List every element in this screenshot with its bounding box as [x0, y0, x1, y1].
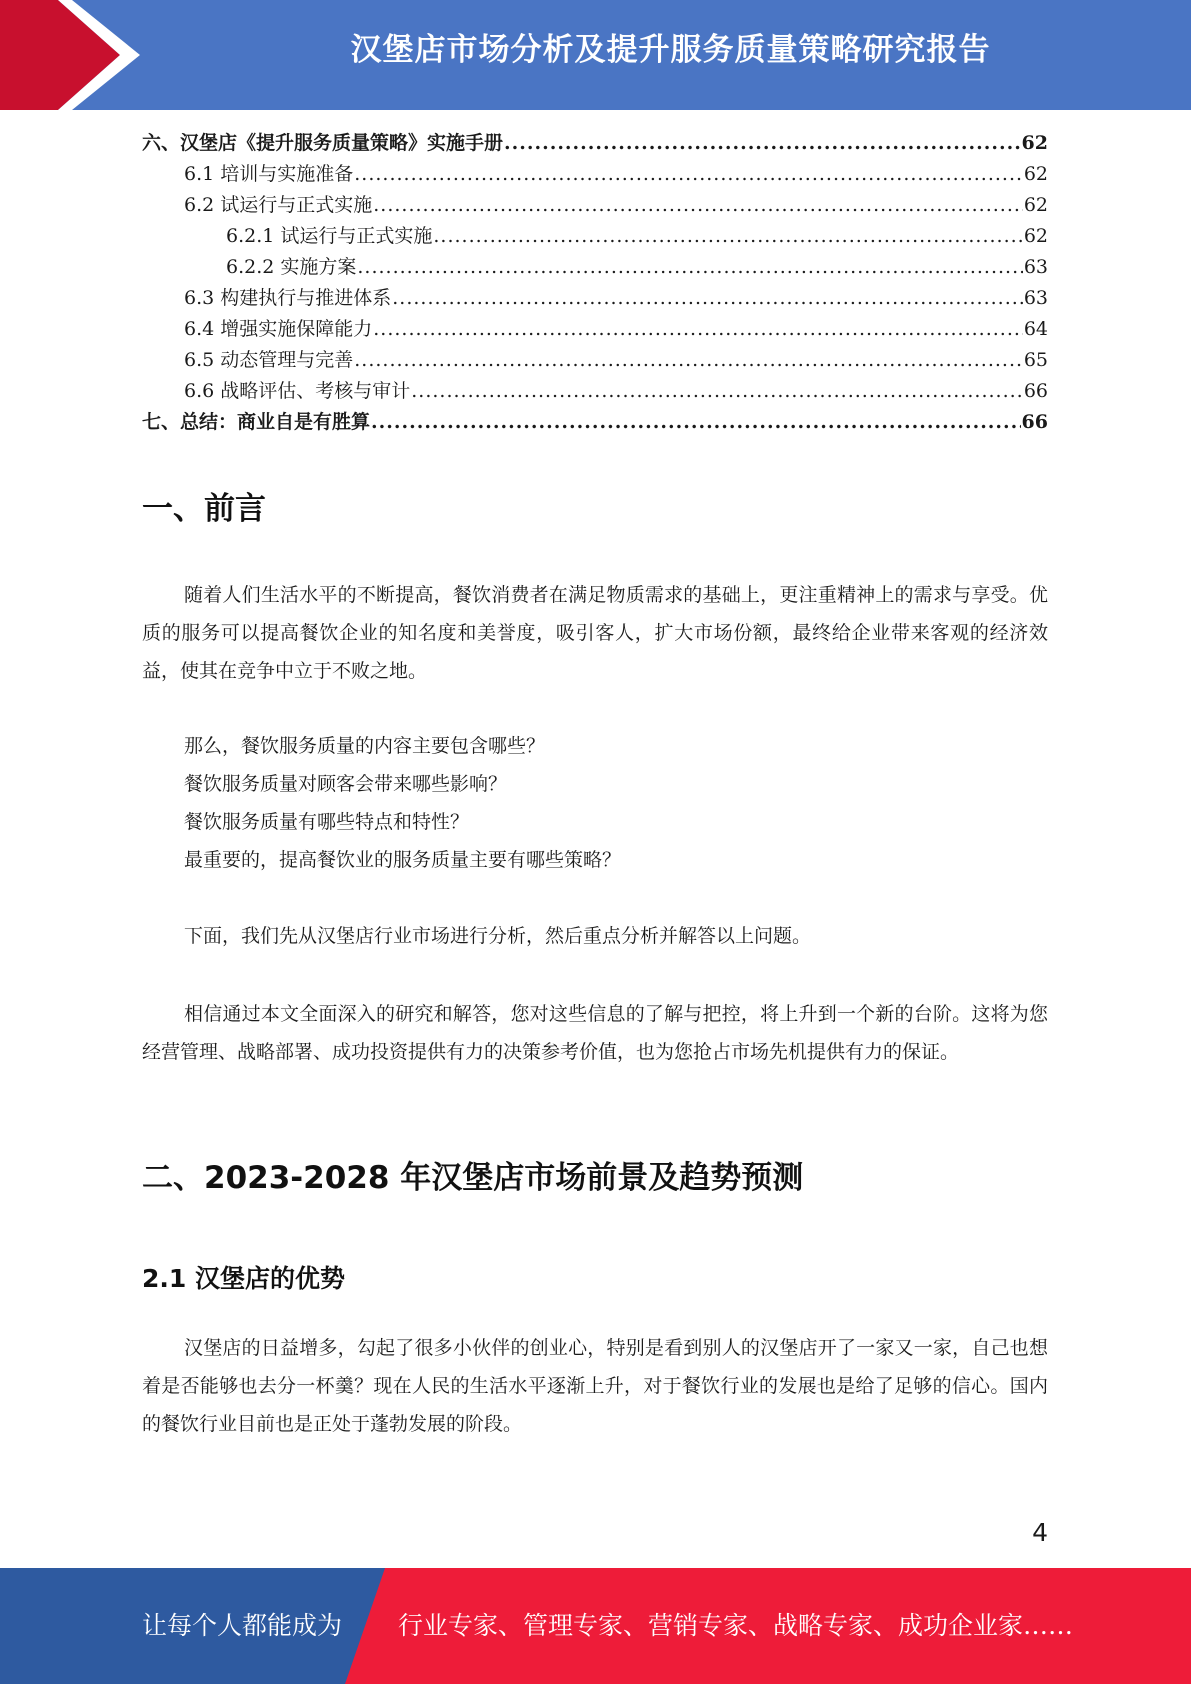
toc-entry-page: 64 — [1023, 318, 1048, 340]
table-of-contents — [142, 128, 1048, 438]
toc-entry[interactable] — [142, 283, 1048, 314]
section-heading-preface: 一、前言 — [142, 491, 266, 527]
paragraph: 下面，我们先从汉堡店行业市场进行分析，然后重点分析并解答以上问题。 — [184, 925, 812, 947]
footer-slogan-left: 让每个人都能成为 — [142, 1611, 343, 1640]
toc-entry[interactable] — [142, 407, 1048, 438]
paragraph: 汉堡店的日益增多，勾起了很多小伙伴的创业心，特别是看到别人的汉堡店开了一家又一家，自己也想着是否能够也去分一杯羹？现在人民的生活水平逐渐上升，对于餐饮行业的发展也是给了足够的信心。国内的餐饮行业目前也是正处于蓬勃发展的阶段。 — [142, 1337, 1048, 1435]
toc-leader — [433, 221, 1022, 252]
header-red-chevron — [0, 0, 150, 110]
toc-leader — [371, 407, 1021, 438]
toc-entry-title: 6.2 试运行与正式实施 — [184, 194, 373, 216]
toc-entry-title: 6.3 构建执行与推进体系 — [184, 287, 392, 309]
toc-entry-page: 62 — [1023, 225, 1048, 247]
paragraph: 随着人们生活水平的不断提高，餐饮消费者在满足物质需求的基础上，更注重精神上的需求与享受。优质的服务可以提高餐饮企业的知名度和美誉度，吸引客人，扩大市场份额，最终给企业带来客观的经济效益，使其在竞争中立于不败之地。 — [142, 584, 1048, 682]
footer-slogan-right: 行业专家、管理专家、营销专家、战略专家、成功企业家…… — [398, 1611, 1074, 1640]
toc-entry-page: 63 — [1023, 256, 1048, 278]
toc-entry[interactable] — [142, 221, 1048, 252]
toc-entry[interactable] — [142, 128, 1048, 159]
toc-entry-page: 63 — [1023, 287, 1048, 309]
toc-leader — [354, 345, 1023, 376]
toc-entry-title: 6.1 培训与实施准备 — [184, 163, 354, 185]
toc-entry[interactable] — [142, 314, 1048, 345]
toc-entry-page: 65 — [1023, 349, 1048, 371]
toc-entry-page: 62 — [1023, 194, 1048, 216]
toc-entry-title: 6.5 动态管理与完善 — [184, 349, 354, 371]
toc-leader — [357, 252, 1022, 283]
toc-entry-page: 66 — [1021, 411, 1048, 433]
toc-entry-title: 6.4 增强实施保障能力 — [184, 318, 373, 340]
question-line: 那么，餐饮服务质量的内容主要包含哪些？ — [184, 735, 546, 757]
header-title: 汉堡店市场分析及提升服务质量策略研究报告 — [350, 32, 991, 68]
toc-entry-title: 6.2.1 试运行与正式实施 — [226, 225, 433, 247]
toc-leader — [354, 159, 1023, 190]
question-line: 最重要的，提高餐饮业的服务质量主要有哪些策略？ — [184, 849, 622, 871]
question-line: 餐饮服务质量有哪些特点和特性？ — [184, 811, 470, 833]
question-line: 餐饮服务质量对顾客会带来哪些影响？ — [184, 773, 508, 795]
toc-entry[interactable] — [142, 345, 1048, 376]
toc-entry-title: 6.2.2 实施方案 — [226, 256, 357, 278]
section-heading-forecast: 二、2023-2028 年汉堡店市场前景及趋势预测 — [142, 1160, 804, 1196]
toc-leader — [411, 376, 1023, 407]
toc-entry-page: 62 — [1023, 163, 1048, 185]
toc-leader — [373, 190, 1023, 221]
toc-entry-page: 66 — [1023, 380, 1048, 402]
toc-leader — [373, 314, 1023, 345]
toc-entry-page: 62 — [1021, 132, 1048, 154]
paragraph: 相信通过本文全面深入的研究和解答，您对这些信息的了解与把控，将上升到一个新的台阶。这将为您经营管理、战略部署、成功投资提供有力的决策参考价值，也为您抢占市场先机提供有力的保证。 — [142, 1003, 1048, 1063]
toc-entry-title: 6.6 战略评估、考核与审计 — [184, 380, 411, 402]
toc-entry-title: 六、汉堡店《提升服务质量策略》实施手册 — [142, 132, 504, 154]
subsection-heading-advantages: 2.1 汉堡店的优势 — [142, 1264, 345, 1293]
toc-leader — [392, 283, 1023, 314]
toc-entry[interactable] — [142, 252, 1048, 283]
toc-entry-title: 七、总结：商业自是有胜算 — [142, 411, 371, 433]
toc-entry[interactable] — [142, 376, 1048, 407]
page-header — [0, 0, 1191, 110]
page-number: 4 — [1032, 1518, 1048, 1547]
toc-leader — [504, 128, 1021, 159]
toc-entry[interactable] — [142, 159, 1048, 190]
page-footer — [0, 1568, 1191, 1684]
toc-entry[interactable] — [142, 190, 1048, 221]
